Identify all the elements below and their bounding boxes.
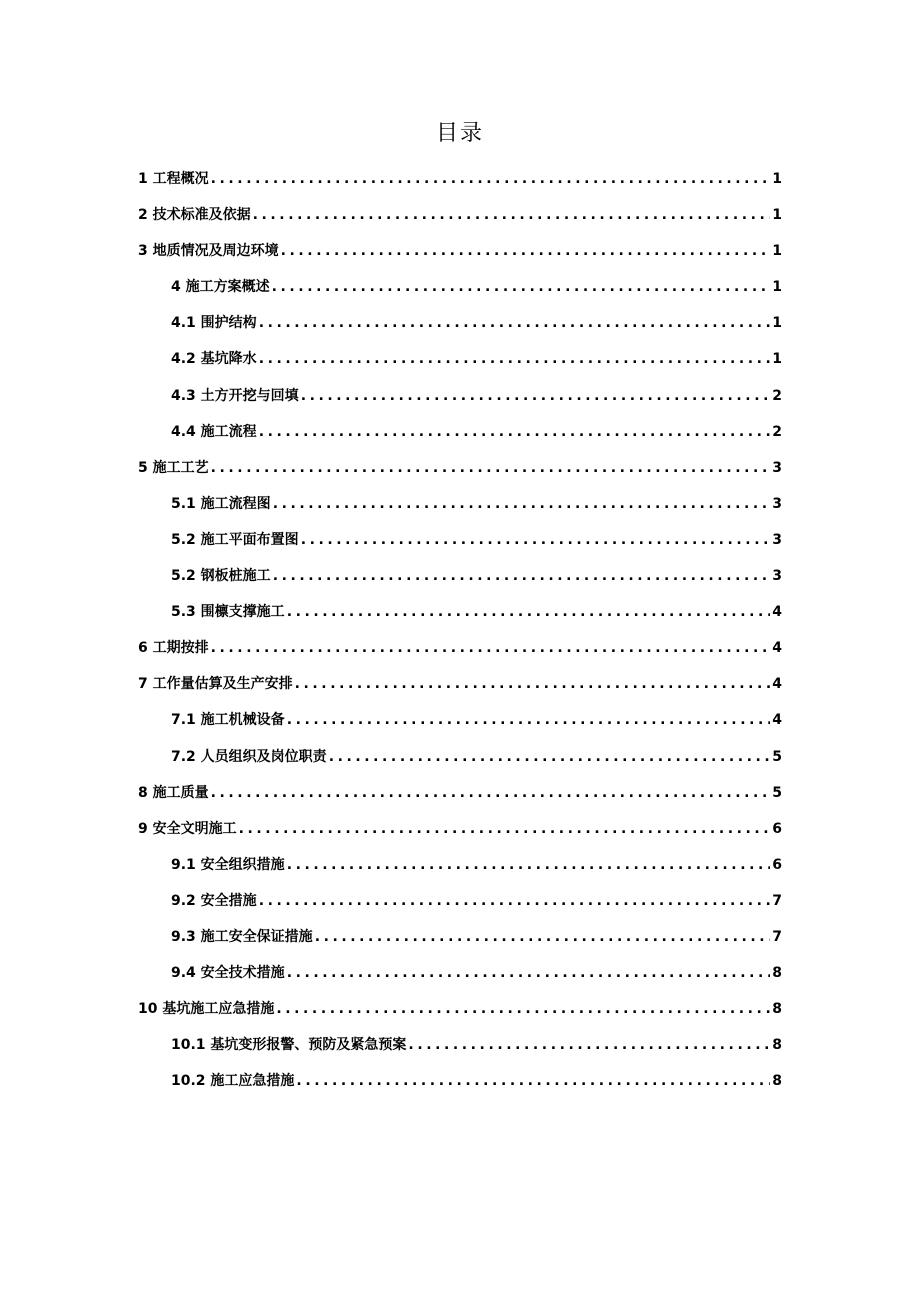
toc-entry-label: 5.3 围檩支撑施工 [171,604,285,621]
toc-entry-label: 5 施工工艺 [138,459,209,476]
toc-dot-leader [296,1068,770,1094]
toc-dot-leader [211,635,771,661]
toc-dot-leader [239,816,771,842]
toc-dot-leader [211,455,771,481]
toc-dot-leader [259,888,771,914]
toc-dot-leader [408,1032,770,1058]
toc-entry-label: 5.1 施工流程图 [171,495,271,512]
toc-entry-label: 10.1 基坑变形报警、预防及紧急预案 [171,1037,407,1054]
toc-dot-leader [259,346,771,372]
toc-dot-leader [329,744,771,770]
toc-page-number: 5 [772,784,782,801]
toc-entry-label: 6 工期按排 [138,640,209,657]
toc-page-number: 3 [772,459,782,476]
toc-entry[interactable] [138,238,782,274]
toc-entry[interactable] [138,707,782,743]
toc-entry-label: 4.2 基坑降水 [171,351,257,368]
toc-page-number: 6 [772,820,782,837]
toc-page-number: 4 [772,640,782,657]
toc-entry[interactable] [138,419,782,455]
toc-entry[interactable] [138,744,782,780]
toc-entry-label: 4 施工方案概述 [171,279,270,296]
toc-entry[interactable] [138,996,782,1032]
toc-page-number: 1 [772,207,782,224]
toc-dot-leader [287,599,771,625]
toc-page-number: 2 [772,423,782,440]
toc-dot-leader [259,419,771,445]
toc-entry[interactable] [138,491,782,527]
toc-entry[interactable] [138,635,782,671]
toc-page-number: 6 [772,856,782,873]
toc-page-number: 5 [772,748,782,765]
toc-page-number: 7 [772,928,782,945]
toc-entry-label: 7.1 施工机械设备 [171,712,285,729]
toc-page-number: 3 [772,568,782,585]
toc-entry[interactable] [138,527,782,563]
toc-entry[interactable] [138,383,782,419]
toc-entry-label: 5.2 施工平面布置图 [171,531,299,548]
toc-entry[interactable] [138,671,782,707]
toc-entry-label: 9.1 安全组织措施 [171,856,285,873]
toc-dot-leader [253,202,771,228]
toc-dot-leader [272,274,771,300]
toc-dot-leader [211,166,771,192]
toc-dot-leader [287,960,771,986]
page-title: 目录 [435,121,484,146]
toc-dot-leader [287,852,771,878]
toc-page-number: 4 [772,604,782,621]
toc-dot-leader [301,383,771,409]
toc-entry[interactable] [138,455,782,491]
toc-dot-leader [295,671,771,697]
toc-entry[interactable] [138,888,782,924]
toc-dot-leader [301,527,771,553]
toc-page-number: 8 [772,1001,782,1018]
toc-entry-label: 4.4 施工流程 [171,423,257,440]
toc-entry-label: 1 工程概况 [138,171,209,187]
toc-entry-label: 10.2 施工应急措施 [171,1073,295,1090]
toc-entry[interactable] [138,1032,782,1068]
toc-page-number: 8 [772,1037,782,1054]
toc-page-number: 8 [772,1073,782,1090]
toc-dot-leader [281,238,771,264]
toc-entry-label: 9.4 安全技术措施 [171,965,285,982]
toc-page-number: 2 [772,387,782,404]
toc-page-number: 1 [772,315,782,332]
toc-entry-label: 9.2 安全措施 [171,892,257,909]
toc-dot-leader [315,924,771,950]
toc-page-number: 8 [772,965,782,982]
toc-page-number: 1 [772,351,782,368]
toc-entry[interactable] [138,924,782,960]
toc-entry-label: 2 技术标准及依据 [138,207,251,224]
toc-entry-label: 5.2 钢板桩施工 [171,568,271,585]
toc-dot-leader [287,707,771,733]
toc-entry[interactable] [138,346,782,382]
toc-page-number: 3 [772,531,782,548]
toc-entry-label: 9 安全文明施工 [138,820,237,837]
toc-entry[interactable] [138,563,782,599]
toc-dot-leader [276,996,770,1022]
toc-dot-leader [259,310,771,336]
toc-entry-label: 3 地质情况及周边环境 [138,243,279,260]
toc-entry[interactable] [138,310,782,346]
toc-entry-label: 7.2 人员组织及岗位职责 [171,748,327,765]
toc-dot-leader [273,491,771,517]
toc-dot-leader [211,780,771,806]
toc-page-number: 1 [772,243,782,260]
toc-entry-label: 4.1 围护结构 [171,315,257,332]
toc-entry[interactable] [138,816,782,852]
toc-page-number: 3 [772,495,782,512]
toc-entry[interactable] [138,274,782,310]
toc-entry[interactable] [138,780,782,816]
toc-page-number: 4 [772,676,782,693]
toc-entry-label: 4.3 土方开挖与回填 [171,387,299,404]
table-of-contents [138,166,782,1104]
toc-page-number: 1 [772,171,782,187]
toc-page-number: 7 [772,892,782,909]
toc-entry[interactable] [138,166,782,202]
toc-entry-label: 7 工作量估算及生产安排 [138,676,293,693]
toc-entry-label: 9.3 施工安全保证措施 [171,928,313,945]
toc-entry-label: 8 施工质量 [138,784,209,801]
toc-entry[interactable] [138,960,782,996]
toc-entry[interactable] [138,202,782,238]
toc-page-number: 4 [772,712,782,729]
toc-dot-leader [273,563,771,589]
toc-entry-label: 10 基坑施工应急措施 [138,1001,275,1018]
toc-entry[interactable] [138,852,782,888]
toc-entry[interactable] [138,1068,782,1104]
toc-page-number: 1 [772,279,782,296]
toc-entry[interactable] [138,599,782,635]
